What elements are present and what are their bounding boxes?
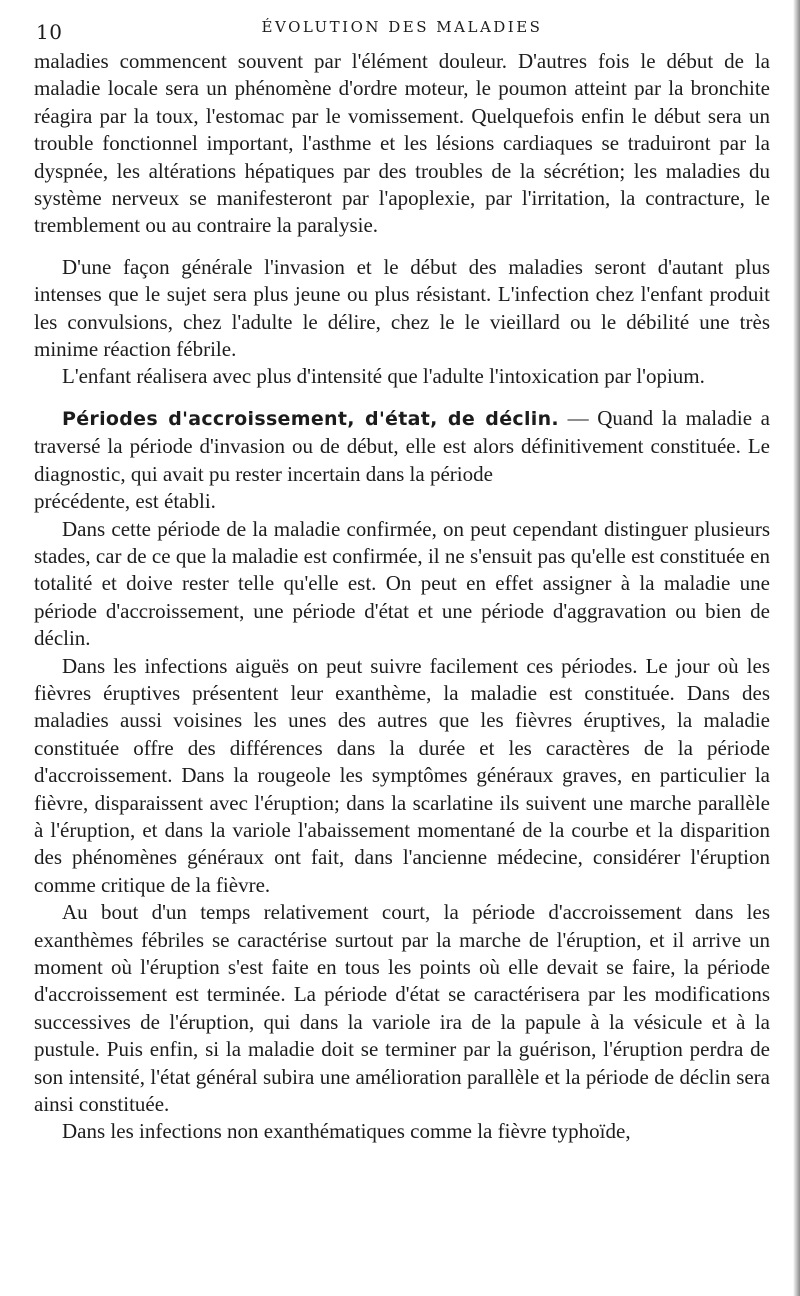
book-page: [34, 0, 770, 1296]
paragraph-8: Dans les infections non exanthématiques comme la fièvre typhoïde,: [62, 1119, 631, 1144]
page-header: [34, 8, 770, 48]
paragraph-1: maladies commencent souvent par l'élément douleur. D'autres fois le début de la maladie locale sera un phénomène d'ordre moteur, le poumon atteint par la bronchite réagira par la toux, l'estomac par le vomissement. Quelquefois enfin le début sera un trouble fonctionnel important, l'asthme et les lésions cardiaques se traduiront par la dyspnée, les altérations hépatiques par des troubles de la sécrétion; les maladies du système nerveux se manifesteront par l'apoplexie, par l'irritation, la contracture, le tremblement ou au contraire la paralysie.: [34, 49, 770, 238]
paragraph-6: Dans les infections aiguës on peut suivre facilement ces périodes. Le jour où les fièvres éruptives présentent leur exanthème, la maladie est constituée. Dans des maladies aussi voisines les unes des autres que les fièvres éruptives, la maladie constituée offre des différences dans la durée et les caractères de la période d'accroissement. Dans la rougeole les symptômes généraux graves, en particulier la fièvre, disparaissent avec l'éruption; dans la scarlatine ils suivent une marche parallèle à l'éruption, et dans la variole l'abaissement momentané de la courbe et la disparition des phénomènes généraux ont fait, dans l'ancienne médecine, considérer l'éruption comme critique de la fièvre.: [34, 653, 770, 897]
body-text: [34, 48, 770, 1146]
paragraph-3: L'enfant réalisera avec plus d'intensité que l'adulte l'intoxication par l'opium.: [62, 364, 705, 389]
page-number: 10: [36, 20, 63, 44]
paragraph-4: précédente, est établi.: [34, 489, 216, 514]
paragraph-7: Au bout d'un temps relativement court, la période d'accroissement dans les exanthèmes fébriles se caractérise surtout par la marche de l'éruption, et il arrive un moment où l'éruption s'est faite en tous les points où elle devait se faire, la période d'accroissement est terminée. La période d'état se caractérisera par les modifications successives de l'éruption, qui dans la variole ira de la papule à la vésicule et à la pustule. Puis enfin, si la maladie doit se terminer par la guérison, l'éruption perdra de son intensité, l'état général subira une amélioration parallèle et la période de déclin sera ainsi constituée.: [34, 900, 770, 1117]
paragraph-5: Dans cette période de la maladie confirmée, on peut cependant distinguer plusieurs stades, car de ce que la maladie est confirmée, il ne s'ensuit pas qu'elle est constituée en totalité et doive rester telle qu'elle est. On peut en effet assigner à la maladie une période d'accroissement, une période d'état et une période d'aggravation ou bien de déclin.: [34, 516, 770, 651]
paragraph-2: D'une façon générale l'invasion et le début des maladies seront d'autant plus intenses que le sujet sera plus jeune ou plus résistant. L'infection chez l'enfant produit les convulsions, chez l'adulte le délire, chez le le vieillard ou le débilité une très minime réaction fébrile.: [34, 254, 770, 362]
page-edge-shadow: [793, 0, 800, 1296]
running-head: ÉVOLUTION DES MALADIES: [261, 18, 543, 36]
section-heading: Périodes d'accroissement, d'état, de déclin.: [62, 407, 559, 430]
section-paragraph: [34, 405, 770, 488]
section-text: — Quand la maladie a traversé la période d'invasion ou de début, elle est alors définitivement constituée. Le diagnostic, qui avait pu rester incertain dans la période: [34, 405, 770, 486]
